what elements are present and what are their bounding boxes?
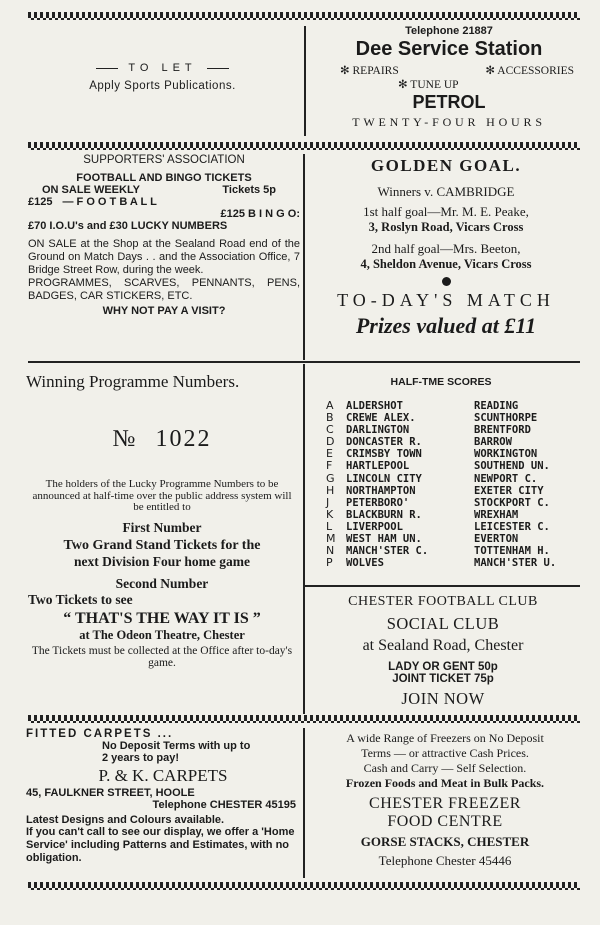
- collect-text: The Tickets must be collected at the Office after to-day's game.: [31, 644, 293, 669]
- home-team: BLACKBURN R.: [346, 508, 422, 521]
- dee-hours: TWENTY-FOUR HOURS: [352, 115, 546, 129]
- away-team: STOCKPORT C.: [474, 496, 550, 509]
- to-let-heading: TO LET: [128, 62, 197, 74]
- carpets-address: 45, FAULKNER STREET, HOOLE: [26, 787, 195, 799]
- away-team: TOTTENHAM H.: [474, 545, 550, 558]
- freezer-line1: A wide Range of Freezers on No Deposit: [346, 731, 544, 745]
- supporters-para2: PROGRAMMES, SCARVES, PENNANTS, PENS, BADGES, CAR STICKERS, ETC.: [28, 277, 300, 302]
- half-time-table: [326, 400, 576, 569]
- row-letter: J: [326, 495, 330, 509]
- social-club-location: at Sealand Road, Chester: [362, 637, 524, 654]
- table-row: [326, 557, 576, 569]
- table-row: [326, 400, 576, 412]
- dash-left: [96, 68, 118, 69]
- carpets-terms2: 2 years to pay!: [102, 752, 180, 764]
- freezer-name2: FOOD CENTRE: [387, 813, 503, 830]
- social-club-club: CHESTER FOOTBALL CLUB: [348, 594, 538, 609]
- row-letter: E: [326, 447, 333, 461]
- dee-name: Dee Service Station: [355, 38, 543, 60]
- supporters-visit: WHY NOT PAY A VISIT?: [102, 305, 226, 317]
- freezer-name1: CHESTER FREEZER: [369, 795, 521, 812]
- carpets-latest: Latest Designs and Colours available.: [26, 814, 225, 826]
- home-team: HARTLEPOOL: [346, 460, 410, 473]
- carpets-ad: [26, 728, 300, 865]
- table-row: [326, 485, 576, 497]
- home-team: LIVERPOOL: [346, 520, 403, 533]
- row-letter: K: [326, 507, 334, 521]
- second-number-heading: Second Number: [115, 575, 209, 591]
- away-team: WREXHAM: [474, 508, 519, 521]
- freezer-line4: Frozen Foods and Meat in Bulk Packs.: [345, 776, 545, 790]
- golden-goal-title: GOLDEN GOAL.: [370, 156, 522, 175]
- carpets-title: FITTED CARPETS ...: [26, 728, 174, 740]
- golden-goal-winners: Winners v. CAMBRIDGE: [377, 184, 515, 199]
- dee-petrol: PETROL: [412, 92, 486, 112]
- table-row: [326, 473, 576, 485]
- supporters-125-football: £125: [28, 196, 53, 208]
- table-row: [326, 460, 576, 472]
- home-team: DARLINGTON: [346, 424, 410, 437]
- table-row: [326, 545, 576, 557]
- home-team: CRIMSBY TOWN: [346, 448, 422, 461]
- table-row: [326, 448, 576, 460]
- row-letter: F: [326, 459, 333, 473]
- carpets-service: If you can't call to see our display, we offer a 'Home Service' including Patterns and Estimates, with no obligation.: [26, 826, 295, 864]
- away-team: NEWPORT C.: [474, 472, 538, 485]
- supporters-association-ad: [28, 154, 300, 317]
- golden-goal-ad: [312, 156, 580, 339]
- dee-accessories: ✻ ACCESSORIES: [485, 65, 574, 77]
- away-team: EVERTON: [474, 533, 519, 546]
- first-prize-line1: Two Grand Stand Tickets for the: [63, 537, 261, 553]
- first-prize-line2: next Division Four home game: [74, 553, 250, 569]
- row-letter: A: [326, 399, 334, 412]
- row-letter: G: [326, 471, 335, 485]
- dee-tune-up: ✻ TUNE UP: [398, 79, 459, 91]
- column-divider-2: [303, 154, 305, 360]
- supporters-tickets: Tickets 5p: [222, 184, 276, 196]
- social-club-join: JOIN NOW: [401, 689, 485, 708]
- row-letter: L: [326, 519, 333, 533]
- away-team: MANCH'STER U.: [474, 557, 557, 570]
- row-letter: B: [326, 411, 334, 425]
- social-club-title: SOCIAL CLUB: [386, 614, 500, 633]
- supporters-para1: ON SALE at the Shop at the Sealand Road end of the Ground on Match Days . . and the Association Office, 7 Bridge Street Row, during the week.: [28, 238, 300, 276]
- golden-goal-second-half: 2nd half goal—Mrs. Beeton,: [371, 241, 521, 256]
- dee-service-ad: [318, 25, 580, 130]
- social-club-price1: LADY OR GENT 50p: [388, 661, 498, 673]
- supporters-line1: FOOTBALL AND BINGO TICKETS: [76, 172, 252, 184]
- away-team: BRENTFORD: [474, 424, 531, 437]
- programme-text: The holders of the Lucky Programme Numbers to be announced at half-time over the public address system will be entitled to: [32, 478, 292, 513]
- home-team: DONCASTER R.: [346, 436, 422, 449]
- home-team: NORTHAMPTON: [346, 484, 416, 497]
- row-letter: D: [326, 435, 335, 449]
- away-team: READING: [474, 400, 519, 412]
- freezer-address: GORSE STACKS, CHESTER: [360, 834, 530, 849]
- row-letter: H: [326, 483, 335, 497]
- top-border: [28, 12, 580, 18]
- divider-border-3: [28, 715, 580, 721]
- table-row: [326, 497, 576, 509]
- bullet-dot-icon: [442, 277, 451, 286]
- second-prize: Two Tickets to see: [28, 591, 133, 607]
- carpets-name: P. & K. CARPETS: [98, 766, 228, 785]
- to-let-sub: Apply Sports Publications.: [89, 80, 236, 92]
- golden-goal-match: TO-DAY'S MATCH: [337, 290, 555, 310]
- table-row: [326, 533, 576, 545]
- supporters-title: SUPPORTERS' ASSOCIATION: [83, 154, 245, 166]
- freezer-ad: [310, 731, 580, 869]
- column-divider-3: [303, 364, 305, 714]
- golden-goal-first-half: 1st half goal—Mr. M. E. Peake,: [363, 204, 529, 219]
- table-row: [326, 509, 576, 521]
- social-club-ad: [306, 594, 580, 709]
- home-team: MANCH'STER C.: [346, 545, 429, 558]
- film-venue: at The Odeon Theatre, Chester: [79, 627, 245, 642]
- divider-line-2: [28, 361, 580, 363]
- to-let-ad: [30, 62, 295, 92]
- away-team: SOUTHEND UN.: [474, 460, 550, 473]
- row-letter: M: [326, 532, 336, 546]
- dee-telephone: Telephone 21887: [405, 25, 493, 37]
- home-team: PETERBORO': [346, 496, 410, 509]
- away-team: WORKINGTON: [474, 448, 538, 461]
- freezer-line2: Terms — or attractive Cash Prices.: [361, 746, 529, 760]
- social-club-price2: JOINT TICKET 75p: [392, 673, 494, 685]
- carpets-terms1: No Deposit Terms with up to: [102, 740, 251, 752]
- half-time-scores: [326, 376, 576, 569]
- first-number-heading: First Number: [122, 519, 202, 535]
- table-row: [326, 436, 576, 448]
- home-team: ALDERSHOT: [346, 400, 403, 412]
- scores-social-divider: [305, 585, 580, 587]
- golden-goal-second-address: 4, Sheldon Avenue, Vicars Cross: [360, 257, 532, 271]
- supporters-on-sale: ON SALE WEEKLY: [42, 184, 140, 196]
- programme-number: 1022: [155, 426, 212, 452]
- away-team: BARROW: [474, 436, 512, 449]
- golden-goal-prizes: Prizes valued at £11: [355, 313, 537, 338]
- supporters-football: — F O O T B A L L: [62, 196, 157, 208]
- number-symbol: №: [112, 426, 138, 452]
- table-row: [326, 521, 576, 533]
- away-team: SCUNTHORPE: [474, 412, 538, 425]
- table-row: [326, 412, 576, 424]
- programme-title: Winning Programme Numbers.: [26, 372, 240, 391]
- film-title: “ THAT'S THE WAY IT IS ”: [63, 609, 261, 627]
- row-letter: C: [326, 423, 334, 437]
- freezer-telephone: Telephone Chester 45446: [378, 853, 512, 868]
- table-row: [326, 424, 576, 436]
- away-team: EXETER CITY: [474, 484, 544, 497]
- dee-repairs: ✻ REPAIRS: [340, 65, 399, 77]
- row-letter: P: [326, 556, 333, 570]
- bottom-border: [28, 882, 580, 888]
- half-time-title: HALF-TME SCORES: [390, 376, 492, 388]
- winning-programme-ad: [26, 372, 298, 670]
- row-letter: N: [326, 544, 335, 558]
- home-team: CREWE ALEX.: [346, 412, 416, 425]
- home-team: WOLVES: [346, 557, 384, 570]
- column-divider-1: [304, 26, 306, 136]
- golden-goal-first-address: 3, Roslyn Road, Vicars Cross: [368, 220, 524, 234]
- away-team: LEICESTER C.: [474, 520, 550, 533]
- column-divider-4: [303, 728, 305, 878]
- divider-border-1: [28, 142, 580, 148]
- carpets-telephone: Telephone CHESTER 45195: [152, 799, 296, 811]
- home-team: LINCOLN CITY: [346, 472, 422, 485]
- home-team: WEST HAM UN.: [346, 533, 422, 546]
- dash-right: [207, 68, 229, 69]
- supporters-125-bingo: £125 B I N G O:: [220, 208, 300, 220]
- supporters-iou: £70 I.O.U's and £30 LUCKY NUMBERS: [28, 220, 228, 232]
- freezer-line3: Cash and Carry — Self Selection.: [363, 761, 527, 775]
